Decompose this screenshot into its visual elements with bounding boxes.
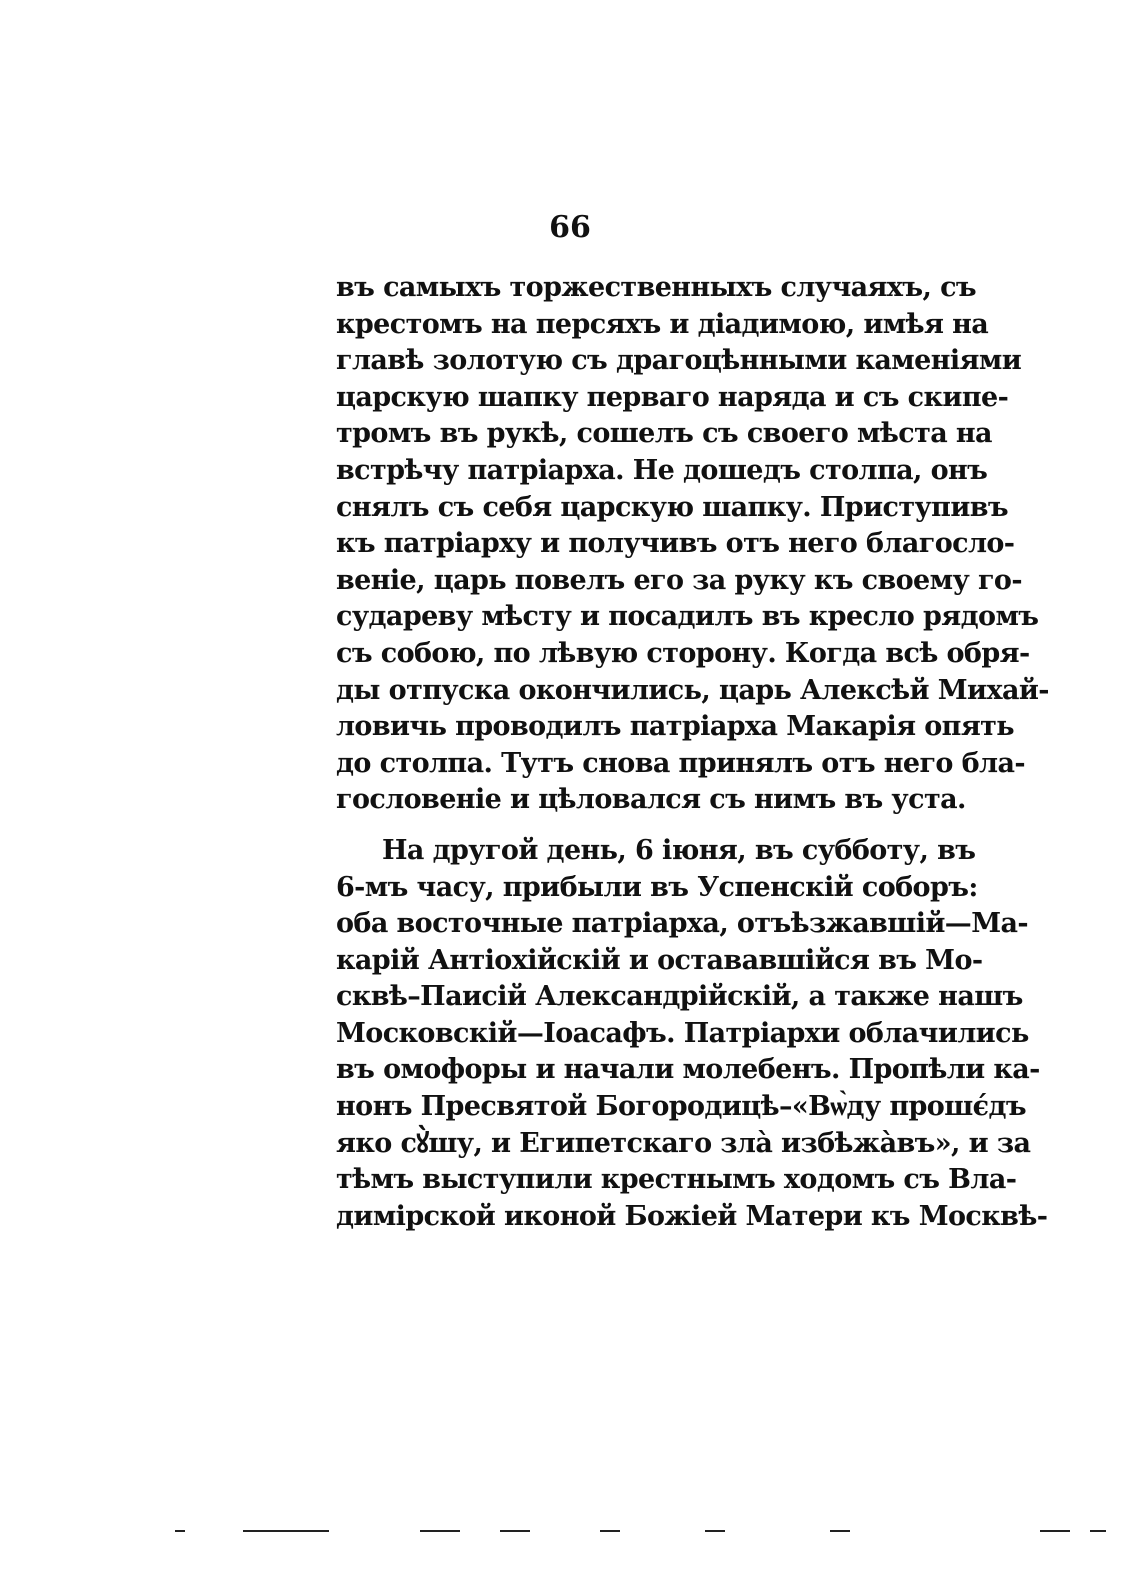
- scan-mark: [705, 1530, 725, 1532]
- text-line: Московскій—Іоасафъ. Патріархи облачились: [336, 1017, 1029, 1049]
- paragraph-1: [336, 270, 1049, 819]
- text-line: тѣмъ выступили крестнымъ ходомъ съ Вла-: [336, 1164, 1017, 1196]
- text-line: оба восточные патріарха, отъѣзжавшій—Ма-: [336, 908, 1028, 940]
- text-line: нонъ Пресвятой Богородицѣ–«Вѡ̀ду прошє́дъ: [336, 1091, 1026, 1123]
- text-line: На другой день, 6 іюня, въ субботу, въ: [382, 834, 976, 866]
- text-line: до столпа. Тутъ снова принялъ отъ него бла-: [336, 747, 1025, 779]
- scan-mark: [175, 1530, 185, 1532]
- body-text: [336, 270, 1049, 1235]
- scan-mark: [243, 1530, 329, 1532]
- text-line: веніе, царь повелъ его за руку къ своему го-: [336, 564, 1022, 596]
- text-line: въ омофоры и начали молебенъ. Пропѣли ка-: [336, 1054, 1040, 1086]
- scan-mark: [830, 1530, 850, 1532]
- text-line: снялъ съ себя царскую шапку. Приступивъ: [336, 491, 1009, 523]
- scan-mark: [1040, 1530, 1070, 1532]
- scan-mark: [1090, 1530, 1106, 1532]
- text-line: яко сꙋ̀шу, и Египетскаго зла̀ избѣжа̀въ», и за: [336, 1127, 1031, 1159]
- text-line: гословеніе и цѣловался съ нимъ въ уста.: [336, 784, 966, 816]
- text-line: въ самыхъ торжественныхъ случаяхъ, съ: [336, 272, 977, 303]
- paragraph-gap: [336, 819, 926, 833]
- text-line: встрѣчу патріарха. Не дошедъ столпа, онъ: [336, 454, 988, 486]
- text-line: тромъ въ рукѣ, сошелъ съ своего мѣста на: [336, 418, 992, 450]
- text-line: судареву мѣсту и посадилъ въ кресло рядомъ: [336, 601, 1039, 633]
- page-number: 66: [549, 210, 591, 245]
- text-line: карій Антіохійскій и остававшійся въ Мо-: [336, 944, 983, 976]
- text-line: крестомъ на персяхъ и діадимою, имѣя на: [336, 308, 989, 340]
- text-line: 6-мъ часу, прибыли въ Успенскій соборъ:: [336, 871, 978, 903]
- scan-artifact-marks: [0, 1530, 1140, 1550]
- paragraph-2: [336, 833, 1048, 1236]
- text-line: главѣ золотую съ драгоцѣнными каменіями: [336, 345, 1022, 377]
- text-line: ды отпуска окончились, царь Алексѣй Михай-: [336, 674, 1049, 706]
- scan-mark: [600, 1530, 620, 1532]
- text-line: съ собою, по лѣвую сторону. Когда всѣ обря-: [336, 637, 1030, 669]
- text-line: сквѣ–Паисій Александрійскій, а также нашъ: [336, 981, 1023, 1013]
- text-line: къ патріарху и получивъ отъ него благосло-: [336, 528, 1015, 560]
- text-line: царскую шапку перваго наряда и съ скипе-: [336, 381, 1009, 413]
- scan-mark: [500, 1530, 530, 1532]
- text-line: ловичь проводилъ патріарха Макарія опять: [336, 711, 1015, 743]
- scan-mark: [420, 1530, 460, 1532]
- text-line: димірской иконой Божіей Матери къ Москвѣ-: [336, 1200, 1048, 1232]
